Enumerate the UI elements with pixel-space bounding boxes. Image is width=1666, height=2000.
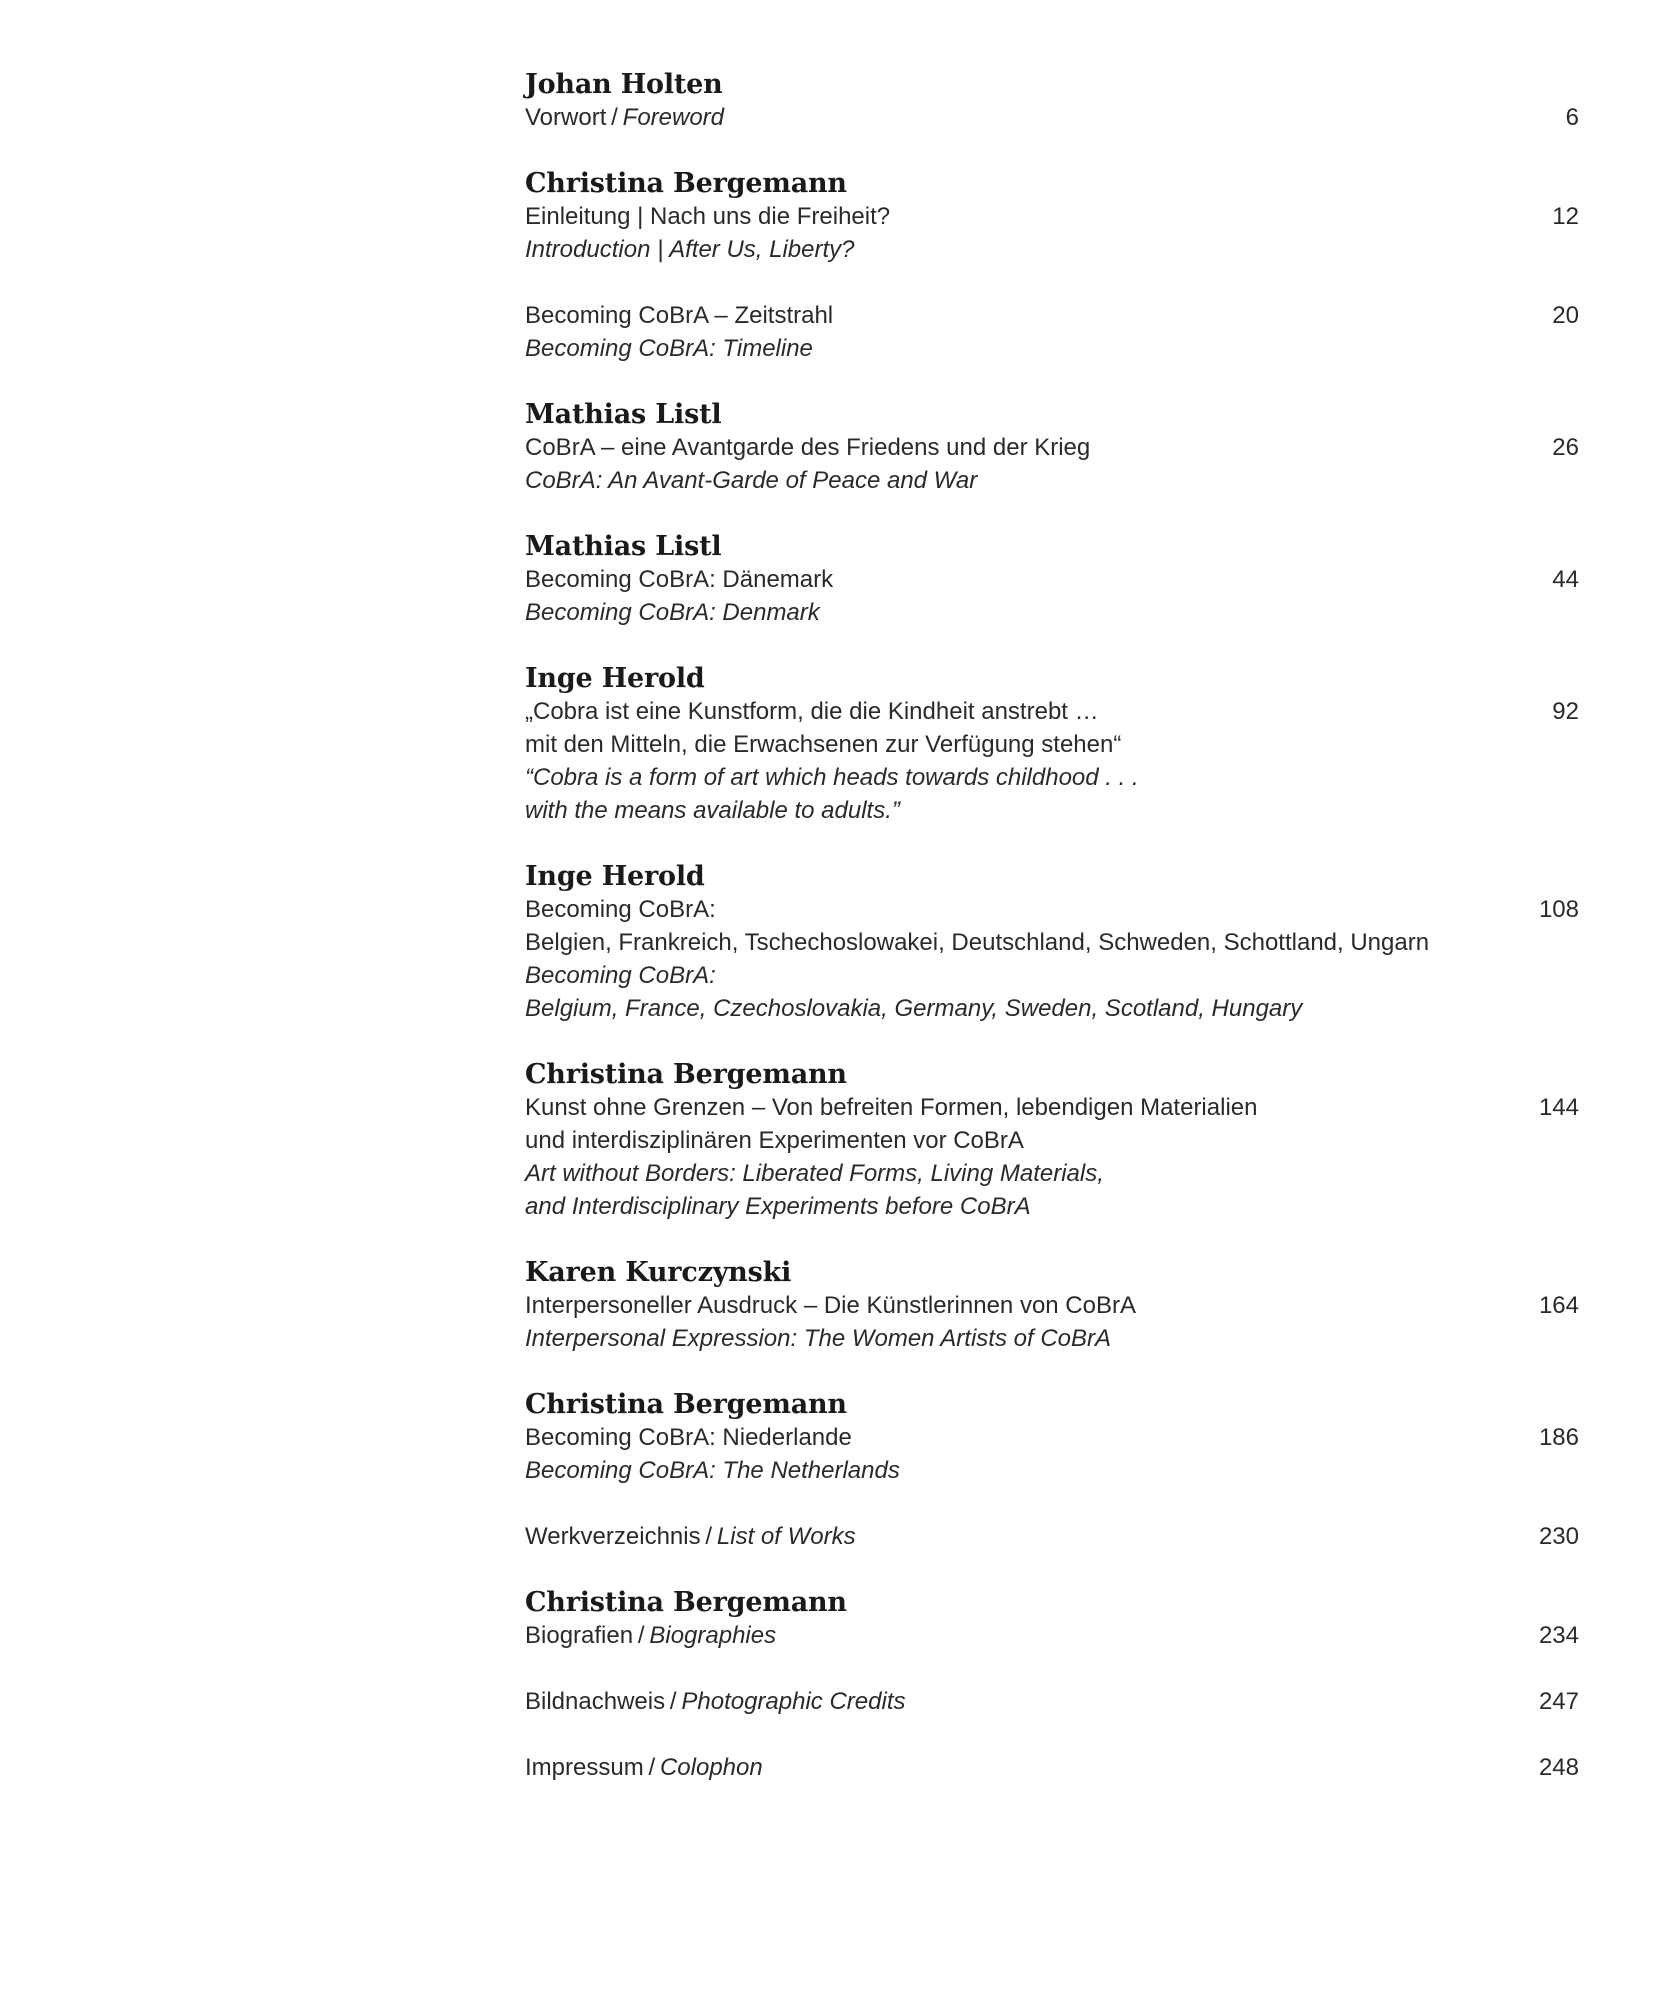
table-of-contents [525, 68, 1579, 1817]
toc-author: Inge Herold [525, 663, 705, 694]
toc-page-number: 230 [1538, 1523, 1579, 1550]
toc-title-de [525, 1520, 1579, 1553]
toc-title-de: Einleitung | Nach uns die Freiheit? [525, 203, 891, 230]
toc-title-separator: / [633, 1622, 650, 1649]
toc-title-de [525, 1619, 1579, 1652]
toc-page-number: 12 [1552, 203, 1579, 230]
toc-author: Mathias Listl [525, 399, 722, 430]
toc-entry[interactable] [525, 662, 1579, 827]
toc-entry[interactable] [525, 1586, 1579, 1652]
toc-title-de: mit den Mitteln, die Erwachsenen zur Verfügung stehen“ [525, 731, 1122, 758]
toc-title-en-inline: Colophon [659, 1754, 763, 1781]
toc-title-de: Interpersoneller Ausdruck – Die Künstlerinnen von CoBrA [525, 1292, 1136, 1319]
toc-title-de: „Cobra ist eine Kunstform, die die Kindheit anstrebt … [525, 698, 1099, 725]
toc-title-en: Introduction | After Us, Liberty? [525, 236, 855, 263]
toc-title-separator: / [700, 1523, 717, 1550]
toc-title-en: Art without Borders: Liberated Forms, Living Materials, [525, 1160, 1104, 1187]
toc-title-en: Belgium, France, Czechoslovakia, Germany, Sweden, Scotland, Hungary [525, 995, 1303, 1022]
toc-title-de-text: Biografien [525, 1622, 634, 1649]
toc-entry[interactable] [525, 1685, 1579, 1718]
toc-title-de: Belgien, Frankreich, Tschechoslowakei, Deutschland, Schweden, Schottland, Ungarn [525, 929, 1430, 956]
toc-title-en: and Interdisciplinary Experiments before CoBrA [525, 1193, 1031, 1220]
toc-entry[interactable] [525, 1256, 1579, 1355]
toc-author: Christina Bergemann [525, 1059, 847, 1090]
toc-entry[interactable] [525, 860, 1579, 1025]
toc-page-number: 20 [1552, 302, 1579, 329]
toc-title-en: CoBrA: An Avant-Garde of Peace and War [525, 467, 978, 494]
toc-title-en: with the means available to adults.” [525, 797, 900, 824]
toc-title-en: Becoming CoBrA: The Netherlands [525, 1457, 900, 1484]
toc-page-number: 186 [1538, 1424, 1579, 1451]
toc-title-de [525, 1751, 1579, 1784]
toc-page-number: 6 [1565, 104, 1579, 131]
toc-title-de: Becoming CoBrA: Niederlande [525, 1424, 852, 1451]
toc-author: Christina Bergemann [525, 168, 847, 199]
toc-title-separator: / [606, 104, 623, 131]
toc-title-en: Becoming CoBrA: Timeline [525, 335, 813, 362]
toc-author: Christina Bergemann [525, 1587, 847, 1618]
toc-title-de: Becoming CoBrA – Zeitstrahl [525, 302, 834, 329]
toc-title-de [525, 101, 1579, 134]
toc-page-number: 248 [1538, 1754, 1579, 1781]
toc-title-de-text: Bildnachweis [525, 1688, 666, 1715]
toc-title-en: Interpersonal Expression: The Women Artists of CoBrA [525, 1325, 1112, 1352]
toc-title-de [525, 1685, 1579, 1718]
toc-title-separator: / [643, 1754, 660, 1781]
toc-author: Karen Kurczynski [525, 1257, 792, 1288]
toc-title-de: Kunst ohne Grenzen – Von befreiten Formen, lebendigen Materialien [525, 1094, 1258, 1121]
toc-page-number: 234 [1538, 1622, 1579, 1649]
toc-title-en-inline: Foreword [622, 104, 725, 131]
toc-title-en-inline: List of Works [716, 1523, 856, 1550]
toc-title-de: Becoming CoBrA: Dänemark [525, 566, 834, 593]
toc-title-de: CoBrA – eine Avantgarde des Friedens und der Krieg [525, 434, 1091, 461]
toc-page-number: 92 [1552, 698, 1579, 725]
toc-page-number: 164 [1538, 1292, 1579, 1319]
toc-title-en: Becoming CoBrA: Denmark [525, 599, 820, 626]
toc-page-number: 26 [1552, 434, 1579, 461]
toc-page-number: 108 [1538, 896, 1579, 923]
toc-page-number: 44 [1552, 566, 1579, 593]
toc-title-en: “Cobra is a form of art which heads towards childhood . . . [525, 764, 1139, 791]
toc-title-de: und interdisziplinären Experimenten vor CoBrA [525, 1127, 1024, 1154]
toc-title-de-text: Werkverzeichnis [525, 1523, 701, 1550]
toc-entry[interactable] [525, 1751, 1579, 1784]
toc-author: Christina Bergemann [525, 1389, 847, 1420]
toc-title-de: Becoming CoBrA: [525, 896, 716, 923]
toc-title-en-inline: Biographies [649, 1622, 777, 1649]
toc-title-separator: / [665, 1688, 682, 1715]
toc-page-number: 144 [1538, 1094, 1579, 1121]
toc-page-number: 247 [1538, 1688, 1579, 1715]
toc-title-en: Becoming CoBrA: [525, 962, 716, 989]
toc-author: Johan Holten [525, 69, 723, 100]
toc-author: Inge Herold [525, 861, 705, 892]
toc-entry[interactable] [525, 530, 1579, 629]
toc-entry[interactable] [525, 398, 1579, 497]
toc-entry[interactable] [525, 1520, 1579, 1553]
toc-title-de-text: Vorwort [525, 104, 607, 131]
toc-entry[interactable] [525, 299, 1579, 365]
toc-entry[interactable] [525, 167, 1579, 266]
toc-title-de-text: Impressum [525, 1754, 644, 1781]
toc-author: Mathias Listl [525, 531, 722, 562]
toc-entry[interactable] [525, 1058, 1579, 1223]
toc-entry[interactable] [525, 68, 1579, 134]
toc-entry[interactable] [525, 1388, 1579, 1487]
toc-title-en-inline: Photographic Credits [681, 1688, 906, 1715]
